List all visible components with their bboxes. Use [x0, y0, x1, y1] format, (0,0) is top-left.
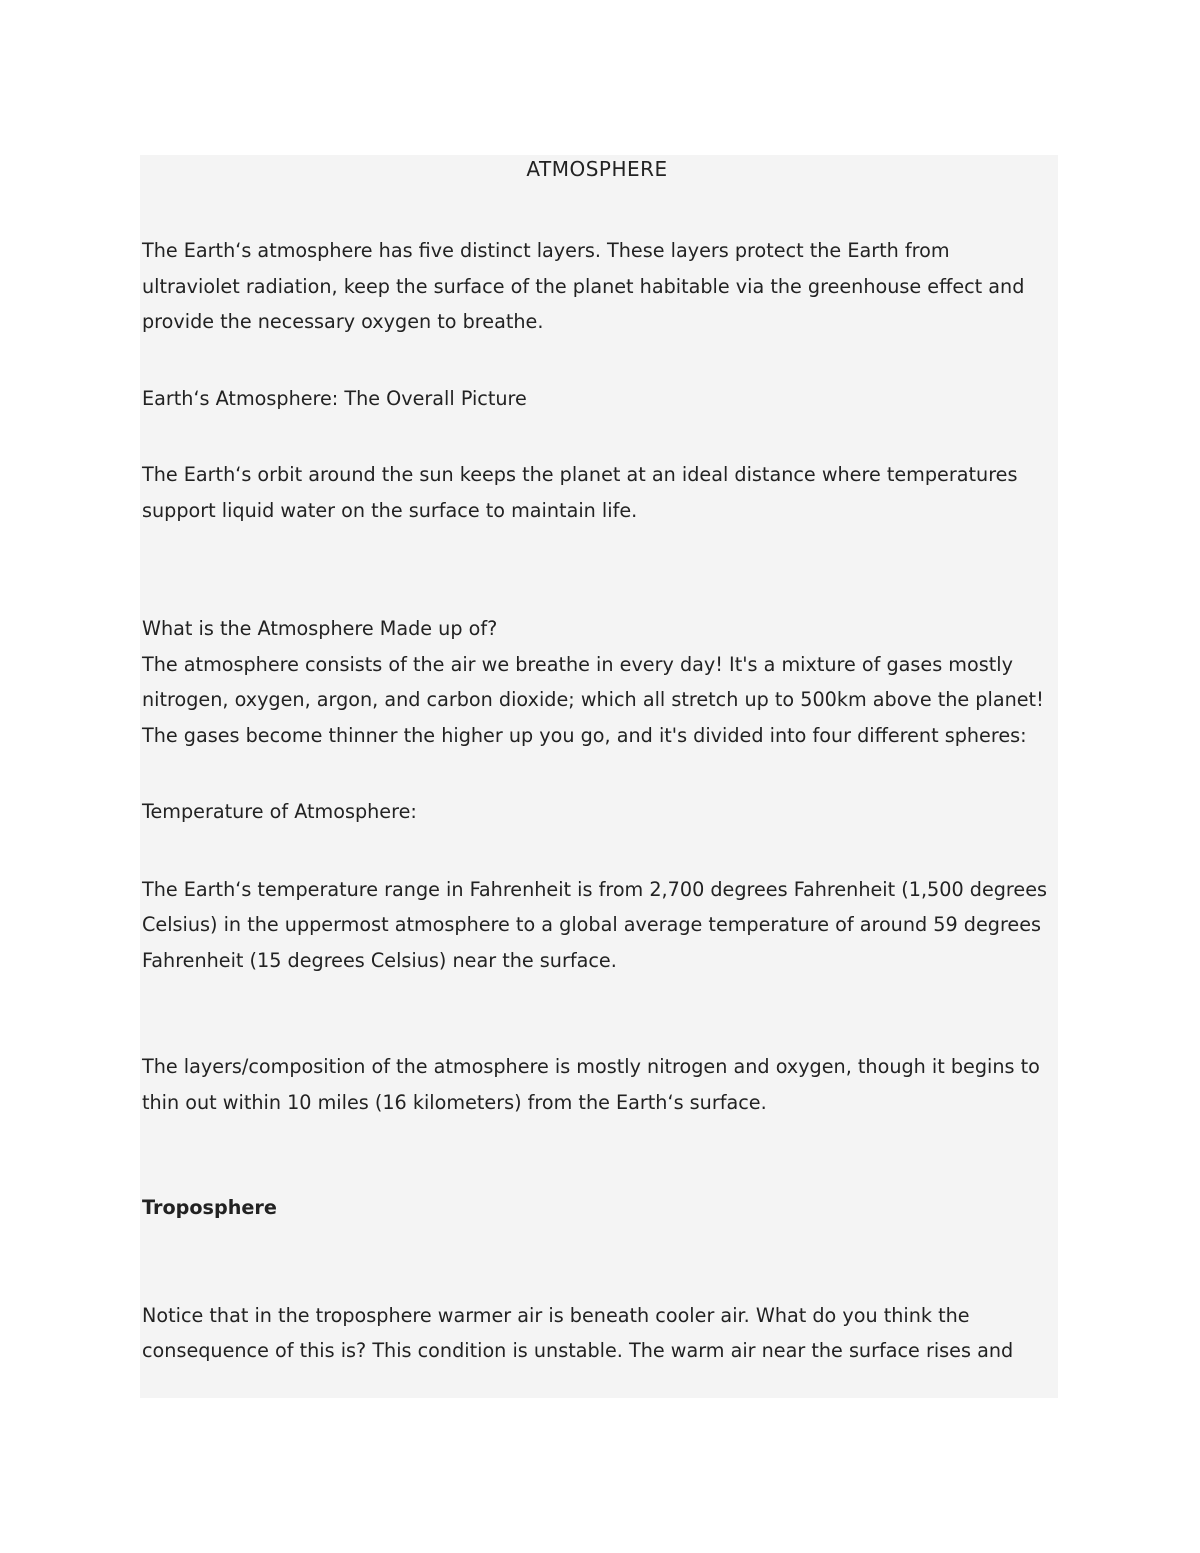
made-of-heading: What is the Atmosphere Made up of?: [142, 617, 498, 640]
made-of-paragraph: The atmosphere consists of the air we breathe in every day! It's a mixture of gases mostly nitrogen, oxygen, argon, and carbon dioxide; which all stretch up to 500km above the planet! The gases become thinner the higher up you go, and it's divided into four different spheres:: [142, 652, 1044, 747]
temperature-heading: Temperature of Atmosphere:: [142, 800, 417, 823]
intro-paragraph: The Earth‘s atmosphere has five distinct layers. These layers protect the Earth from ultraviolet radiation, keep the surface of the planet habitable via the greenhouse effect and provide the necessary oxygen to breathe.: [142, 239, 1025, 333]
composition-paragraph: The layers/composition of the atmosphere is mostly nitrogen and oxygen, though it begins to thin out within 10 miles (16 kilometers) from the Earth‘s surface.: [142, 1055, 1040, 1114]
document-title: ATMOSPHERE: [526, 157, 668, 181]
overall-paragraph: The Earth‘s orbit around the sun keeps the planet at an ideal distance where temperatures support liquid water on the surface to maintain life.: [142, 463, 1018, 522]
overall-heading: Earth‘s Atmosphere: The Overall Picture: [142, 386, 527, 410]
troposphere-heading: Troposphere: [142, 1196, 277, 1219]
temperature-paragraph: The Earth‘s temperature range in Fahrenheit is from 2,700 degrees Fahrenheit (1,500 degrees Celsius) in the uppermost atmosphere to a global average temperature of around 59 degrees Fahrenheit (15 degrees Celsius) near the surface.: [142, 877, 1048, 972]
troposphere-paragraph: Notice that in the troposphere warmer air is beneath cooler air. What do you think the consequence of this is? This condition is unstable. The warm air near the surface rises and: [142, 1303, 1014, 1362]
document-body: [142, 155, 1052, 1369]
